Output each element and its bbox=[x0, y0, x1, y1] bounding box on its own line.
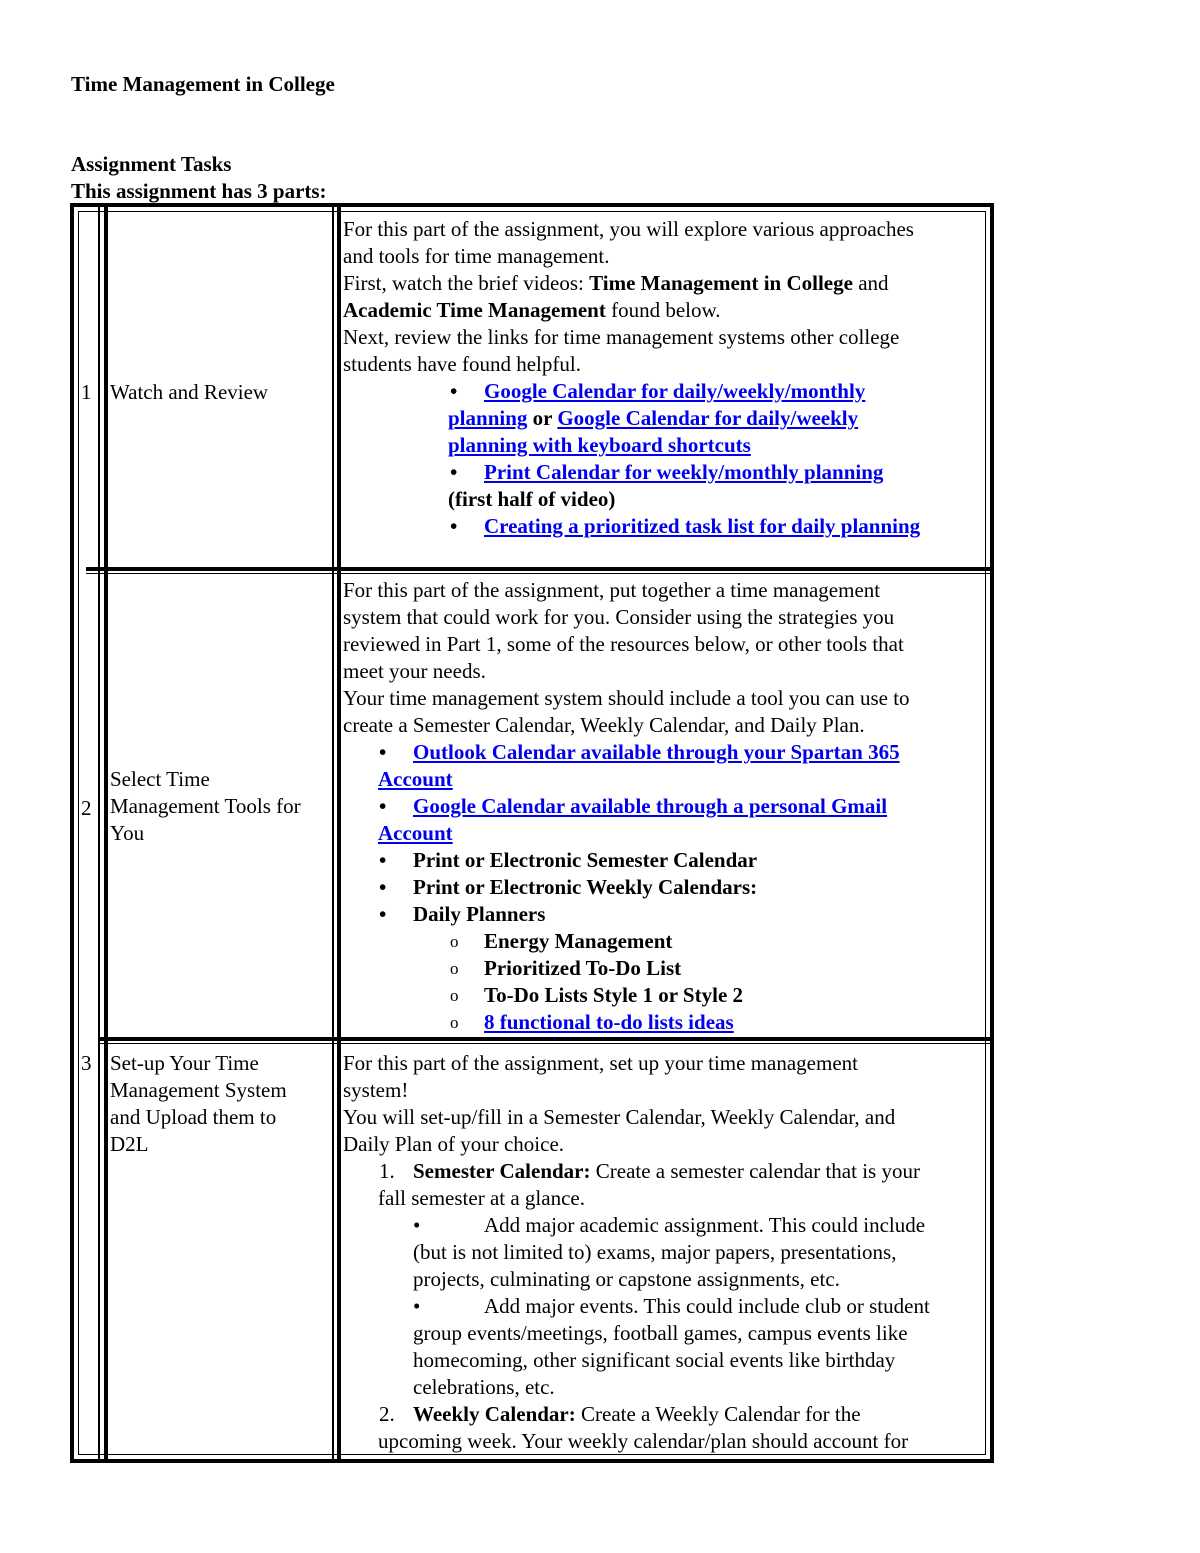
row-divider bbox=[86, 567, 990, 571]
body-line: For this part of the assignment, you will explore various approaches bbox=[343, 217, 914, 241]
body-line: system that could work for you. Consider using the strategies you bbox=[343, 605, 895, 629]
sub-list-item: o To-Do Lists Style 1 or Style 2 bbox=[450, 983, 744, 1007]
list-item-cont bbox=[343, 432, 920, 459]
sub-list-cont: celebrations, etc. bbox=[413, 1375, 555, 1399]
list-item bbox=[343, 793, 910, 820]
step-label: Semester Calendar: bbox=[413, 1159, 591, 1183]
bullet-icon: • bbox=[379, 794, 387, 818]
row-name-line: and Upload them to bbox=[110, 1105, 277, 1129]
body-line: reviewed in Part 1, some of the resources below, or other tools that bbox=[343, 632, 904, 656]
column-divider bbox=[337, 207, 341, 1459]
body-line: Daily Plan of your choice. bbox=[343, 1132, 565, 1156]
video-title: Time Management in College bbox=[589, 271, 853, 295]
print-calendar-link[interactable]: Print Calendar for weekly/monthly planning bbox=[484, 460, 884, 484]
document-title: Time Management in College bbox=[71, 72, 335, 96]
prioritized-task-list-link[interactable]: Creating a prioritized task list for daily planning bbox=[484, 514, 921, 538]
sub-list-item bbox=[343, 1009, 910, 1036]
list-item bbox=[343, 378, 920, 405]
body-line: students have found helpful. bbox=[343, 352, 581, 376]
body-line: create a Semester Calendar, Weekly Calendar, and Daily Plan. bbox=[343, 713, 865, 737]
body-line: Academic Time Management found below. bbox=[343, 298, 721, 322]
sub-list-cont: group events/meetings, football games, campus events like bbox=[413, 1321, 908, 1345]
column-divider bbox=[104, 207, 108, 1459]
gmail-calendar-link[interactable]: Account bbox=[378, 821, 453, 845]
column-divider bbox=[332, 207, 334, 1459]
row-name-line: Management System bbox=[110, 1078, 287, 1102]
row-name bbox=[110, 1050, 287, 1158]
todo-lists-ideas-link[interactable]: 8 functional to-do lists ideas bbox=[484, 1010, 734, 1034]
circle-bullet-icon: o bbox=[450, 1013, 459, 1032]
outlook-calendar-link[interactable]: Outlook Calendar available through your Spartan 365 bbox=[413, 740, 900, 764]
google-calendar-shortcuts-link[interactable]: Google Calendar for daily/weekly bbox=[557, 406, 859, 430]
sub-list-cont: (but is not limited to) exams, major papers, presentations, bbox=[413, 1240, 897, 1264]
body-line: and tools for time management. bbox=[343, 244, 610, 268]
step-number: 1. bbox=[379, 1159, 395, 1183]
row-divider bbox=[86, 573, 990, 574]
body-line: First, watch the brief videos: Time Management in College and bbox=[343, 271, 889, 295]
video-title: Academic Time Management bbox=[343, 298, 606, 322]
row-name-line: You bbox=[110, 821, 145, 845]
bullet-icon: • bbox=[379, 902, 387, 926]
row-number: 3 bbox=[81, 1051, 92, 1075]
row-name-line: Set-up Your Time bbox=[110, 1051, 259, 1075]
bullet-icon: • bbox=[379, 848, 387, 872]
row-2-body bbox=[343, 577, 910, 1036]
list-item: • Print or Electronic Weekly Calendars: bbox=[379, 875, 758, 899]
bullet-icon: • bbox=[450, 514, 458, 538]
step-number: 2. bbox=[379, 1402, 395, 1426]
row-name bbox=[110, 766, 301, 847]
body-line: Next, review the links for time management systems other college bbox=[343, 325, 900, 349]
circle-bullet-icon: o bbox=[450, 932, 459, 951]
step-label: Weekly Calendar: bbox=[413, 1402, 576, 1426]
google-calendar-shortcuts-link[interactable]: planning with keyboard shortcuts bbox=[448, 433, 751, 457]
row-name-line: D2L bbox=[110, 1132, 149, 1156]
sub-list-cont: projects, culminating or capstone assignments, etc. bbox=[413, 1267, 840, 1291]
list-item-cont bbox=[343, 820, 910, 847]
circle-bullet-icon: o bbox=[450, 959, 459, 978]
step-cont: fall semester at a glance. bbox=[378, 1186, 585, 1210]
row-name-line: Management Tools for bbox=[110, 794, 301, 818]
list-item: • Print or Electronic Semester Calendar bbox=[379, 848, 758, 872]
row-1-body bbox=[343, 216, 920, 540]
step-cont: upcoming week. Your weekly calendar/plan should account for bbox=[378, 1429, 909, 1453]
row-name-line: Select Time bbox=[110, 767, 210, 791]
list-note: (first half of video) bbox=[448, 487, 616, 511]
body-line: You will set-up/fill in a Semester Calendar, Weekly Calendar, and bbox=[343, 1105, 896, 1129]
bullet-icon: • bbox=[413, 1294, 421, 1318]
list-item: • Daily Planners bbox=[379, 902, 546, 926]
body-line: system! bbox=[343, 1078, 409, 1102]
row-number: 1 bbox=[81, 380, 92, 404]
list-item-cont: planning or Google Calendar for daily/weekly bbox=[448, 406, 859, 430]
list-item bbox=[343, 459, 920, 486]
row-number: 2 bbox=[81, 796, 92, 820]
bullet-icon: • bbox=[450, 379, 458, 403]
body-line: For this part of the assignment, put together a time management bbox=[343, 578, 881, 602]
parts-intro: This assignment has 3 parts: bbox=[71, 179, 327, 203]
sub-list-item: • Add major events. This could include club or student bbox=[413, 1294, 930, 1318]
bullet-icon: • bbox=[413, 1213, 421, 1237]
list-item-cont bbox=[343, 766, 910, 793]
column-divider bbox=[98, 207, 100, 1459]
circle-bullet-icon: o bbox=[450, 986, 459, 1005]
numbered-step: 2. Weekly Calendar: Create a Weekly Calendar for the bbox=[379, 1402, 861, 1426]
section-heading: Assignment Tasks bbox=[71, 152, 232, 176]
body-line: Your time management system should include a tool you can use to bbox=[343, 686, 910, 710]
gmail-calendar-link[interactable]: Google Calendar available through a personal Gmail bbox=[413, 794, 888, 818]
sub-list-cont: homecoming, other significant social events like birthday bbox=[413, 1348, 896, 1372]
outlook-calendar-link[interactable]: Account bbox=[378, 767, 453, 791]
bullet-icon: • bbox=[379, 875, 387, 899]
numbered-step: 1. Semester Calendar: Create a semester calendar that is your bbox=[379, 1159, 920, 1183]
row-name: Watch and Review bbox=[110, 380, 269, 404]
row-3-body bbox=[343, 1050, 930, 1455]
bullet-icon: • bbox=[379, 740, 387, 764]
google-calendar-link[interactable]: planning bbox=[448, 406, 528, 430]
body-line: For this part of the assignment, set up your time management bbox=[343, 1051, 858, 1075]
list-item bbox=[343, 513, 920, 540]
body-line: meet your needs. bbox=[343, 659, 486, 683]
row-divider bbox=[100, 1037, 990, 1041]
sub-list-item: o Prioritized To-Do List bbox=[450, 956, 682, 980]
google-calendar-link[interactable]: Google Calendar for daily/weekly/monthly bbox=[484, 379, 866, 403]
sub-list-item: • Add major academic assignment. This could include bbox=[413, 1213, 926, 1237]
list-item bbox=[343, 739, 910, 766]
sub-list-item: o Energy Management bbox=[450, 929, 673, 953]
row-divider bbox=[100, 1043, 990, 1044]
bullet-icon: • bbox=[450, 460, 458, 484]
